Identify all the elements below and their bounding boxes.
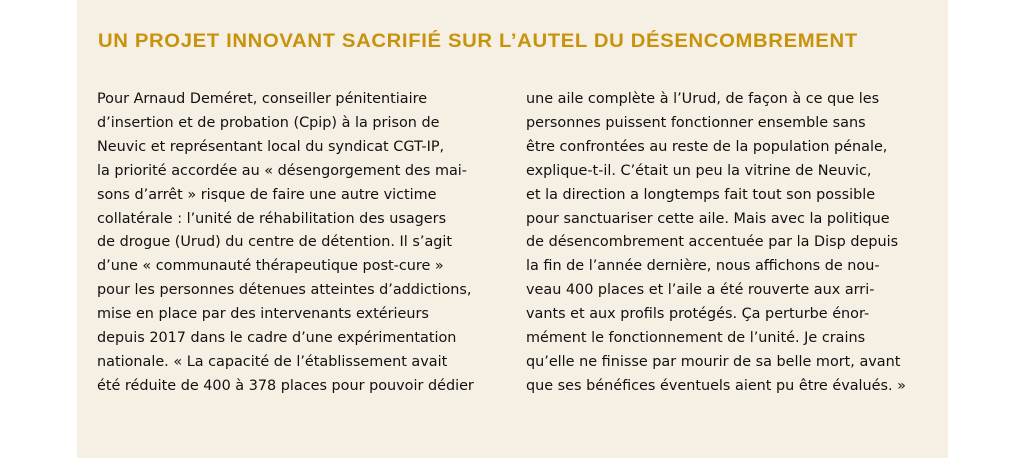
left-column bbox=[97, 88, 502, 399]
text-line: depuis 2017 dans le cadre d’une expérimentation bbox=[97, 330, 457, 347]
text-line: collatérale : l’unité de réhabilitation des usagers bbox=[97, 210, 447, 227]
text-line: pour les personnes détenues atteintes d’addictions, bbox=[97, 282, 472, 299]
text-line: de désencombrement accentuée par la Disp depuis bbox=[526, 234, 899, 251]
text-line: explique-t-il. C’était un peu la vitrine de Neuvic, bbox=[526, 162, 872, 179]
text-line: d’une « communauté thérapeutique post-cure » bbox=[97, 258, 444, 275]
article-headline: UN PROJET INNOVANT SACRIFIÉ SUR L’AUTEL DU DÉSENCOMBREMENT bbox=[98, 31, 858, 52]
text-line: pour sanctuariser cette aile. Mais avec la politique bbox=[526, 210, 890, 227]
text-line: mise en place par des intervenants extérieurs bbox=[97, 306, 429, 323]
text-line: d’insertion et de probation (Cpip) à la prison de bbox=[97, 114, 440, 131]
text-line: que ses bénéfices éventuels aient pu être évalués. » bbox=[526, 377, 906, 394]
text-line: personnes puissent fonctionner ensemble sans bbox=[526, 114, 866, 131]
text-line: qu’elle ne finisse par mourir de sa belle mort, avant bbox=[526, 353, 901, 370]
text-line: la fin de l’année dernière, nous affichons de nou- bbox=[526, 258, 880, 275]
text-line: de drogue (Urud) du centre de détention. Il s’agit bbox=[97, 234, 453, 251]
text-line: sons d’arrêt » risque de faire une autre victime bbox=[97, 186, 437, 203]
text-line: nationale. « La capacité de l’établissement avait bbox=[97, 353, 448, 370]
text-line: la priorité accordée au « désengorgement des mai- bbox=[97, 162, 467, 179]
right-column bbox=[526, 88, 931, 399]
text-line: être confrontées au reste de la population pénale, bbox=[526, 138, 888, 155]
text-line: veau 400 places et l’aile a été rouverte aux arri- bbox=[526, 282, 875, 299]
text-line: été réduite de 400 à 378 places pour pouvoir dédier bbox=[97, 377, 474, 394]
text-line: et la direction a longtemps fait tout son possible bbox=[526, 186, 876, 203]
article-box bbox=[77, 0, 948, 458]
text-line: une aile complète à l’Urud, de façon à ce que les bbox=[526, 91, 880, 107]
text-line: Neuvic et représentant local du syndicat CGT-IP, bbox=[97, 138, 445, 155]
text-line: mément le fonctionnement de l’unité. Je crains bbox=[526, 330, 866, 347]
text-line: vants et aux profils protégés. Ça perturbe énor- bbox=[526, 306, 870, 323]
text-line: Pour Arnaud Deméret, conseiller pénitentiaire bbox=[97, 91, 428, 107]
